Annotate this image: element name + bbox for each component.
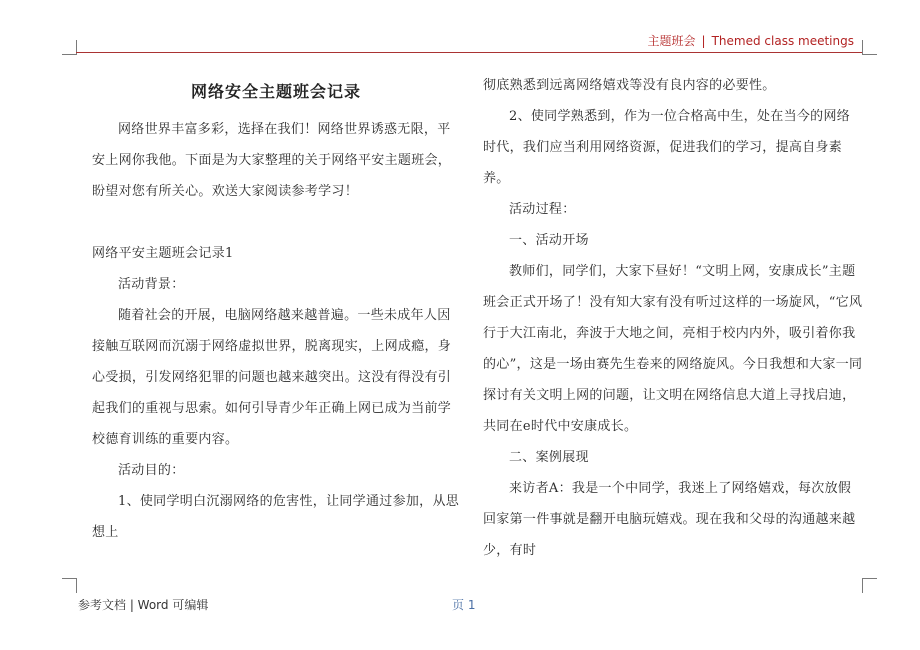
- section-1-paragraph: 教师们，同学们，大家下昼好！“文明上网，安康成长”主题班会正式开场了！没有知大家有没有听过这样的一场旋风，“它风行于大江南北，奔波于大地之间，亮相于校内内外，吸引着你我的心”，这是一场由赛先生卷来的网络旋风。今日我想和大家一同探讨有关文明上网的问题，让文明在网络信息大道上寻找启迪，共同在e时代中安康成长。: [483, 264, 863, 434]
- process-label: 活动过程：: [509, 202, 576, 217]
- header-cn: 主题班会: [647, 34, 696, 48]
- left-column: [92, 70, 460, 548]
- section-1-heading: 一、活动开场: [509, 233, 589, 248]
- crop-mark-bottom-right: [862, 578, 877, 593]
- background-label: 活动背景：: [118, 277, 185, 292]
- header-separator: |: [701, 34, 706, 48]
- background-paragraph: 随着社会的开展，电脑网络越来越普遍。一些未成年人因接触互联网而沉溺于网络虚拟世界，脱离现实，上网成瘾，身心受损，引发网络犯罪的问题也越来越突出。这没有得没有引起我们的重视与思索。如何引导青少年正确上网已成为当前学校德育训练的重要内容。: [92, 308, 452, 447]
- right-column: [483, 70, 863, 566]
- goal-label: 活动目的：: [118, 463, 185, 478]
- page-header: [648, 32, 854, 49]
- crop-mark-bottom-left: [62, 578, 77, 593]
- goal-item-1: 1、使同学明白沉溺网络的危害性，让同学通过参加，从思想上: [92, 494, 460, 540]
- intro-paragraph: 网络世界丰富多彩，选择在我们！网络世界诱惑无限，平安上网你我他。下面是为大家整理的关于网络平安主题班会，盼望对您有所关心。欢送大家阅读参考学习！: [92, 122, 452, 199]
- goal-item-2: 2、使同学熟悉到，作为一位合格高中生，处在当今的网络时代，我们应当利用网络资源，促进我们的学习，提高自身素养。: [483, 109, 851, 186]
- crop-mark-top-right: [862, 40, 877, 55]
- section-2-paragraph: 来访者A：我是一个中同学，我迷上了网络嬉戏，每次放假回家第一件事就是翻开电脑玩嬉戏。现在我和父母的沟通越来越少，有时: [483, 481, 856, 558]
- header-rule: [76, 52, 862, 53]
- spacer: [92, 207, 460, 238]
- page-title: 网络安全主题班会记录: [190, 82, 361, 101]
- page-number: 页 1: [452, 598, 476, 612]
- continued-text: 彻底熟悉到远离网络嬉戏等没有良内容的必要性。: [483, 78, 776, 93]
- record-heading: 网络平安主题班会记录1: [92, 246, 234, 261]
- crop-mark-top-left: [62, 40, 77, 55]
- header-en: Themed class meetings: [711, 34, 854, 48]
- footer-note: 参考文档 | Word 可编辑: [78, 598, 209, 612]
- section-2-heading: 二、案例展现: [509, 450, 589, 465]
